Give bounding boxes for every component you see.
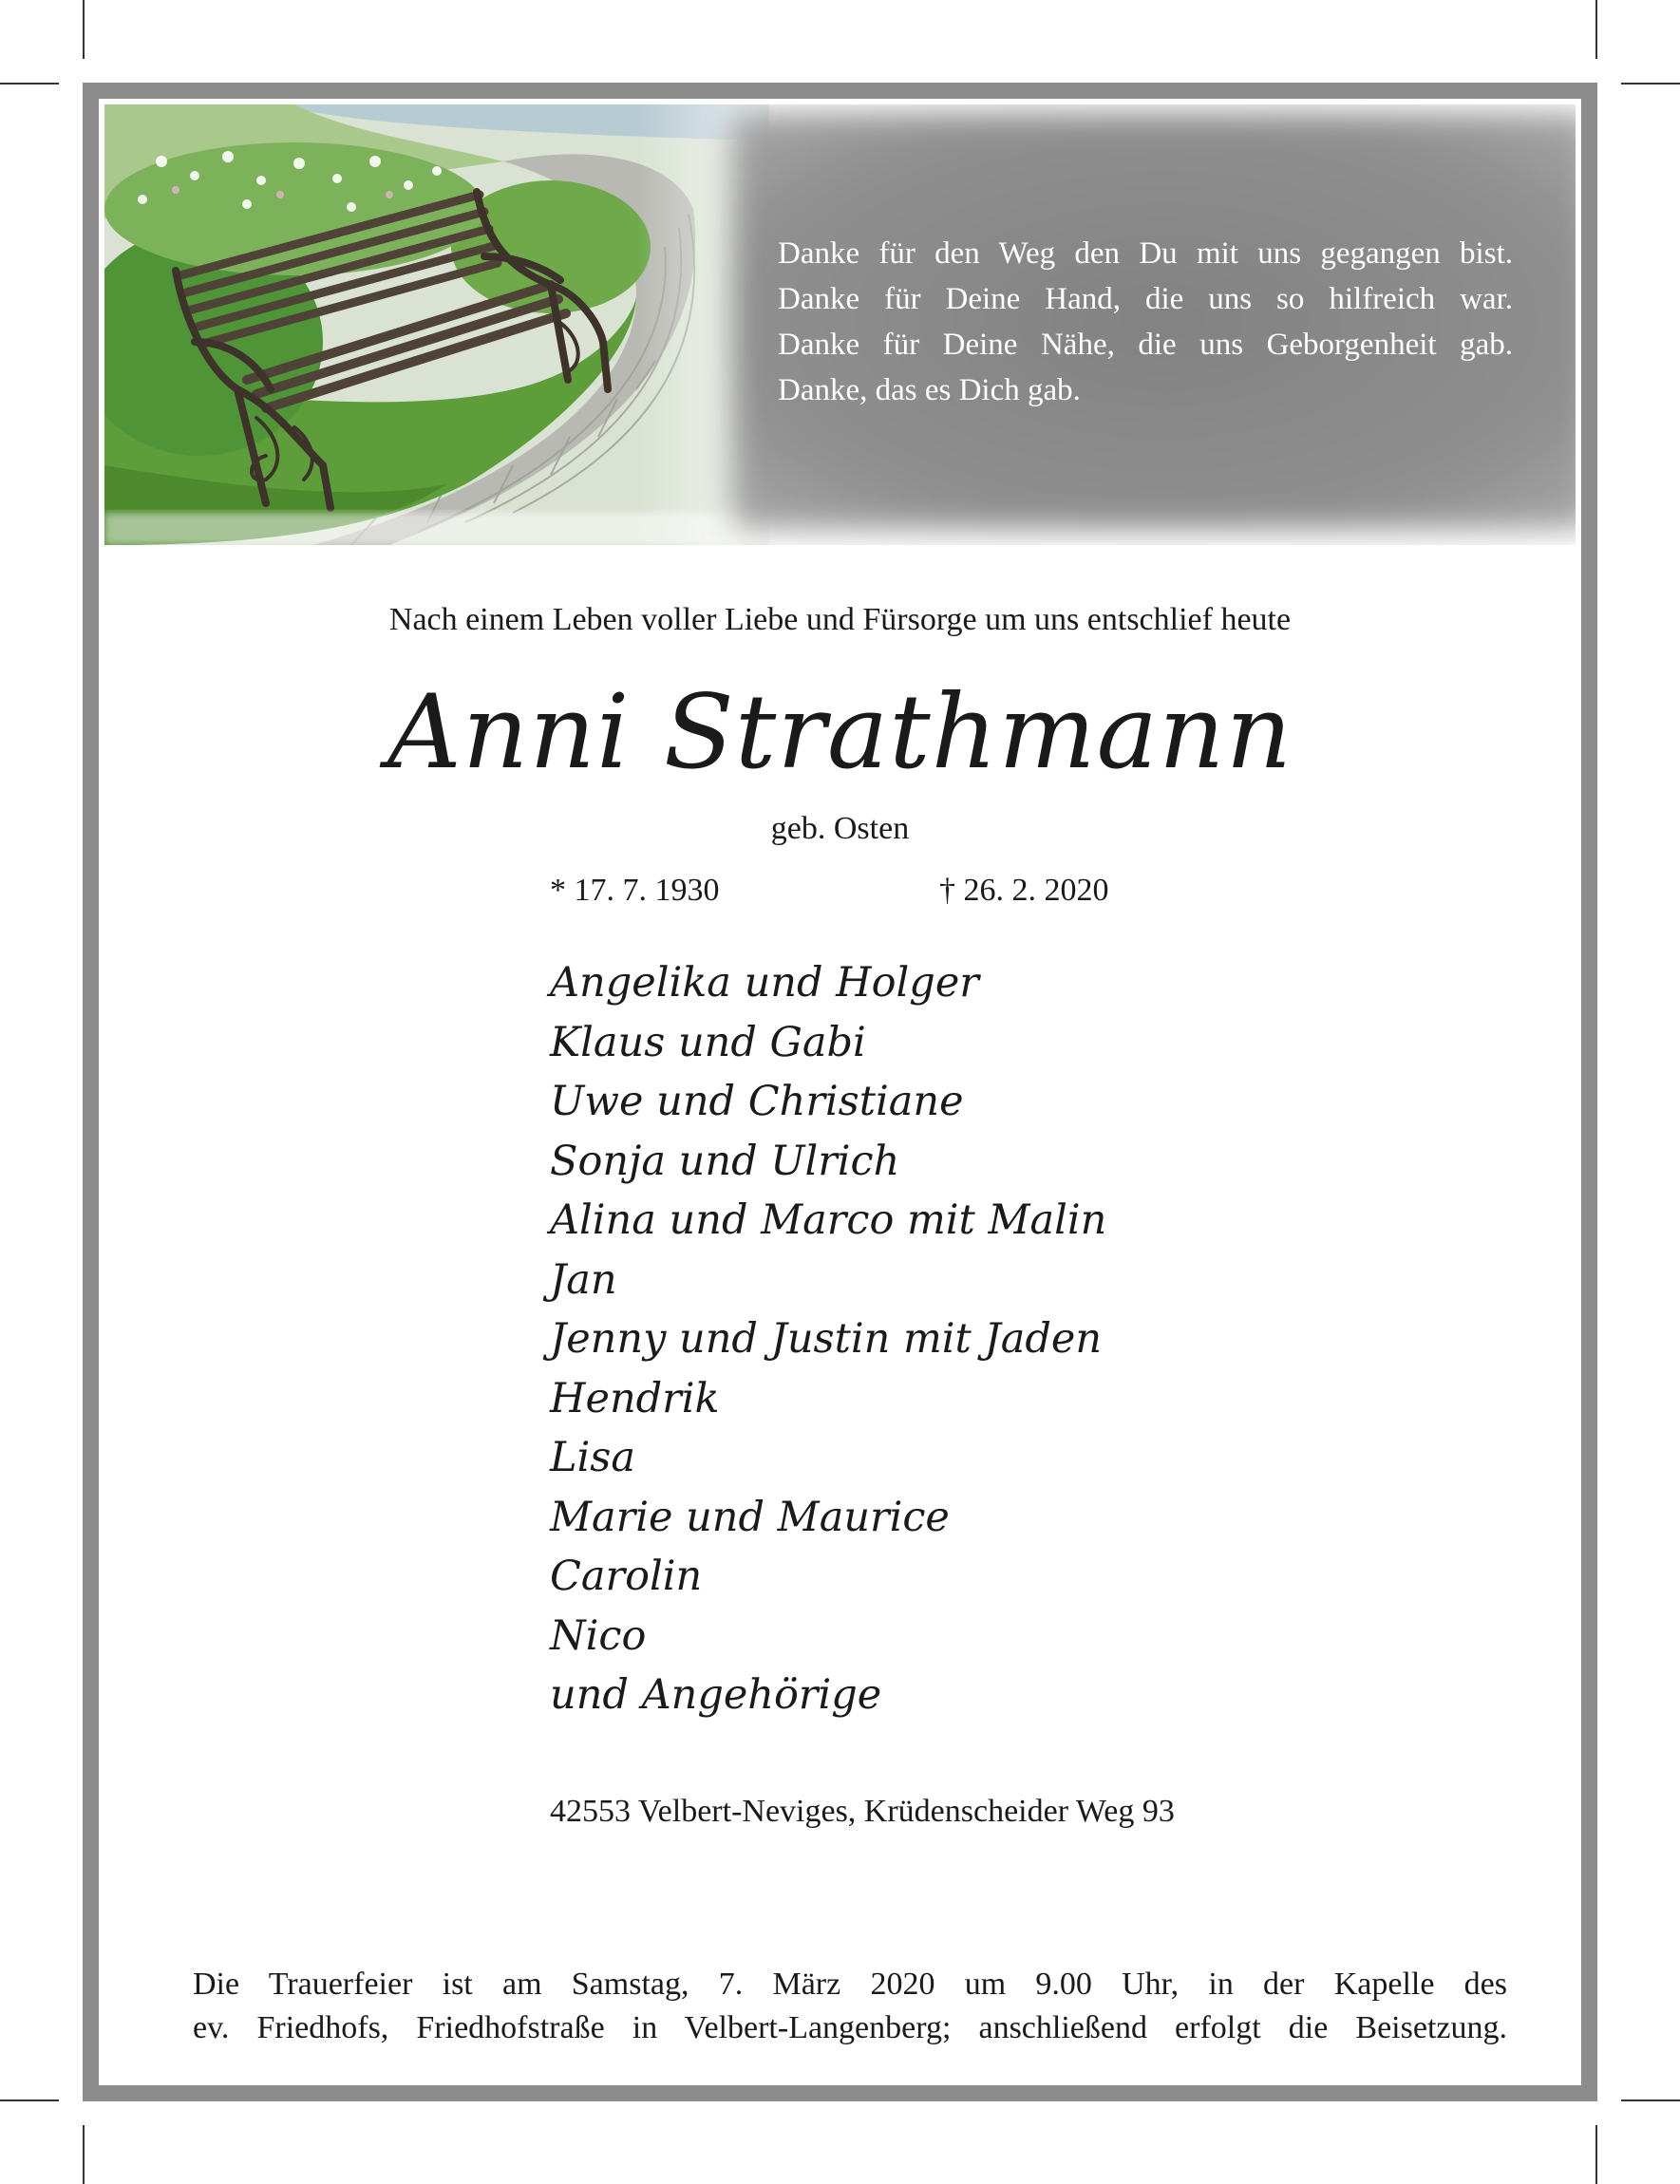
verse-line: Danke, das es Dich gab. <box>778 373 1081 407</box>
mourner: Hendrik <box>550 1374 720 1422</box>
mourner: Carolin <box>550 1553 703 1600</box>
mourners-list <box>550 953 1106 1725</box>
death-date: † 26. 2. 2020 <box>939 873 1109 908</box>
mourner: und Angehörige <box>550 1671 882 1719</box>
verse-line: Danke für Deine Hand, die uns so hilfreich war. <box>778 282 1513 316</box>
obituary-frame <box>83 83 1597 2101</box>
verse-line: Danke für den Weg den Du mit uns gegangen bist. <box>778 236 1513 271</box>
crop-mark <box>0 83 59 85</box>
mourner: Jenny und Justin mit Jaden <box>550 1315 1103 1363</box>
mourner: Nico <box>550 1611 647 1660</box>
notice-line: ev. Friedhofs, Friedhofstraße in Velbert-Langenberg; anschließend erfolgt die Beisetzung. <box>193 2010 1507 2045</box>
crop-mark <box>1595 2125 1597 2184</box>
crop-mark <box>83 2125 85 2184</box>
mourner: Klaus und Gabi <box>550 1018 866 1066</box>
crop-mark <box>1595 0 1597 59</box>
birth-date: * 17. 7. 1930 <box>550 873 720 908</box>
intro-text: Nach einem Leben voller Liebe und Fürsorge um uns entschlief heute <box>388 602 1292 637</box>
mourner: Alina und Marco mit Malin <box>550 1196 1107 1244</box>
mourner: Marie und Maurice <box>550 1493 950 1541</box>
mourner: Angelika und Holger <box>550 959 979 1007</box>
maiden-name: geb. Osten <box>770 811 910 846</box>
crop-mark <box>83 0 85 59</box>
funeral-notice <box>193 1963 1507 2050</box>
verse-text <box>778 231 1513 413</box>
mourner: Uwe und Christiane <box>550 1078 964 1125</box>
deceased-name: Anni Strathmann <box>387 673 1293 792</box>
notice-line: Die Trauerfeier ist am Samstag, 7. März 2020 um 9.00 Uhr, in der Kapelle des <box>193 1967 1507 2002</box>
family-address: 42553 Velbert-Neviges, Krüdenscheider Weg 93 <box>550 1794 1175 1829</box>
crop-mark <box>1621 83 1680 85</box>
crop-mark <box>0 2099 59 2101</box>
crop-mark <box>1621 2099 1680 2101</box>
mourner: Lisa <box>550 1434 636 1481</box>
mourner: Jan <box>550 1255 617 1304</box>
header-image <box>104 104 1576 545</box>
mourner: Sonja und Ulrich <box>550 1137 900 1185</box>
verse-line: Danke für Deine Nähe, die uns Geborgenheit gab. <box>778 328 1513 362</box>
